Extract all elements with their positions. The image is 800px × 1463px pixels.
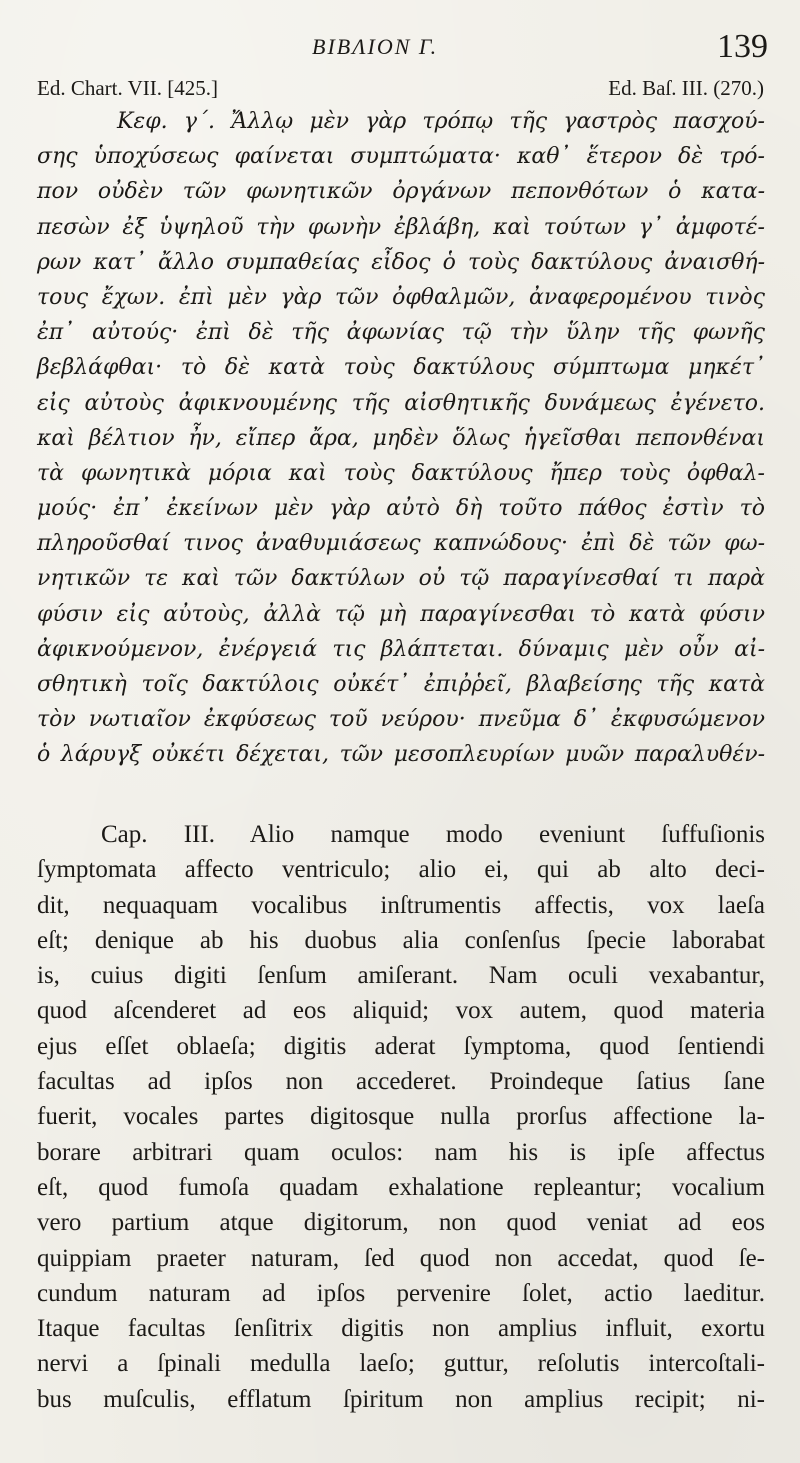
page-number: 139 — [717, 28, 768, 65]
latin-line: borare arbitrari quam oculos: nam his is ipſe affectus — [37, 1138, 765, 1166]
latin-text-block — [37, 817, 765, 1417]
greek-line: βεβλάφθαι· τὸ δὲ κατὰ τοὺς δακτύλους σύμπτωμα μηκέτ᾽ — [37, 355, 765, 381]
greek-line: φύσιν εἰς αὐτοὺς, ἀλλὰ τῷ μὴ παραγίνεσθαι τὸ κατὰ φύσιν — [37, 601, 765, 627]
greek-line: ρων κατ᾽ ἄλλο συμπαθείας εἶδος ὁ τοὺς δακτύλους ἀναισθή- — [37, 249, 765, 275]
greek-line: μούς· ἐπ᾽ ἐκείνων μὲν γὰρ αὐτὸ δὴ τοῦτο πάθος ἐστὶν τὸ — [37, 496, 765, 522]
latin-line: quippiam praeter naturam, ſed quod non accedat, quod ſe- — [37, 1244, 765, 1272]
latin-line: fuerit, vocales partes digitosque nulla prorſus affectione la- — [37, 1103, 765, 1131]
latin-line: facultas ad ipſos non accederet. Proindeque ſatius ſane — [37, 1068, 765, 1096]
running-title: ΒΙΒΛΙΟΝ Γ. — [312, 34, 439, 59]
latin-line: is, cuius digiti ſenſum amiſerant. Nam oculi vexabantur, — [37, 962, 765, 990]
latin-line: cundum naturam ad ipſos pervenire ſolet, actio laeditur. — [37, 1279, 765, 1307]
latin-line: eſt, quod fumoſa quadam exhalatione repleantur; vocalium — [37, 1173, 765, 1201]
greek-line: σθητικὴ τοῖς δακτύλοις οὐκέτ᾽ ἐπιῤῥεῖ, βλαβείσης τῆς κατὰ — [37, 672, 765, 697]
edition-reference-right: Ed. Baſ. III. (270.) — [608, 76, 764, 100]
greek-line: Κεφ. γ΄. Ἄλλῳ μὲν γὰρ τρόπῳ τῆς γαστρὸς πασχού- — [117, 109, 765, 134]
greek-line: τὰ φωνητικὰ μόρια καὶ τοὺς δακτύλους ἤπερ τοὺς ὀφθαλ- — [37, 460, 765, 486]
greek-line: εἰς αὐτοὺς ἀφικνουμένης τῆς αἰσθητικῆς δυνάμεως ἐγένετο. — [37, 390, 765, 416]
latin-line: eſt; denique ab his duobus alia conſenſus ſpecie laborabat — [37, 926, 765, 954]
greek-line: σης ὑποχύσεως φαίνεται συμπτώματα· καθ᾽ ἕτερον δὲ τρό- — [37, 144, 765, 170]
greek-line: πληροῦσθαί τινος ἀναθυμιάσεως καπνώδους· ἐπὶ δὲ τῶν φω- — [37, 531, 765, 557]
greek-line: καὶ βέλτιον ἦν, εἴπερ ἄρα, μηδὲν ὅλως ἡγεῖσθαι πεπονθέναι — [37, 425, 765, 451]
latin-line: dit, nequaquam vocalibus inſtrumentis affectis, vox laeſa — [37, 891, 765, 919]
latin-line: vero partium atque digitorum, non quod veniat ad eos — [37, 1209, 765, 1237]
greek-line: νητικῶν τε καὶ τῶν δακτύλων οὐ τῷ παραγίνεσθαί τι παρὰ — [37, 566, 765, 592]
latin-line: quod aſcenderet ad eos aliquid; vox autem, quod materia — [37, 997, 765, 1025]
latin-line: bus muſculis, efflatum ſpiritum non amplius recipit; ni- — [37, 1385, 765, 1413]
greek-text-block — [37, 104, 765, 773]
edition-reference-left: Ed. Chart. VII. [425.] — [37, 76, 218, 100]
greek-line: ὁ λάρυγξ οὐκέτι δέχεται, τῶν μεσοπλευρίων μυῶν παραλυθέν- — [37, 742, 765, 768]
latin-line: Cap. III. Alio namque modo eveniunt ſuffuſionis — [101, 821, 765, 848]
greek-line: πεσὼν ἐξ ὑψηλοῦ τὴν φωνὴν ἐβλάβη, καὶ τούτων γ᾽ ἀμφοτέ- — [37, 214, 765, 240]
greek-line: τους ἔχων. ἐπὶ μὲν γὰρ τῶν ὀφθαλμῶν, ἀναφερομένου τινὸς — [37, 284, 765, 310]
page-header — [0, 28, 800, 68]
greek-line: ἀφικνούμενον, ἐνέργειά τις βλάπτεται. δύναμις μὲν οὖν αἰ- — [37, 636, 765, 662]
greek-line: ἐπ᾽ αὐτούς· ἐπὶ δὲ τῆς ἀφωνίας τῷ τὴν ὕλην τῆς φωνῆς — [37, 320, 765, 346]
latin-line: Itaque facultas ſenſitrix digitis non amplius influit, exortu — [37, 1315, 765, 1343]
edition-references — [0, 76, 800, 104]
latin-line: ſymptomata affecto ventriculo; alio ei, qui ab alto deci- — [37, 856, 765, 884]
latin-line: nervi a ſpinali medulla laeſo; guttur, reſolutis intercoſtali- — [37, 1350, 765, 1378]
greek-line: πον οὐδὲν τῶν φωνητικῶν ὀργάνων πεπονθότων ὁ κατα- — [37, 179, 765, 205]
greek-line: τὸν νωτιαῖον ἐκφύσεως τοῦ νεύρου· πνεῦμα δ᾽ ἐκφυσώμενον — [37, 707, 765, 733]
latin-line: ejus eſſet oblaeſa; digitis aderat ſymptoma, quod ſentiendi — [37, 1032, 765, 1060]
